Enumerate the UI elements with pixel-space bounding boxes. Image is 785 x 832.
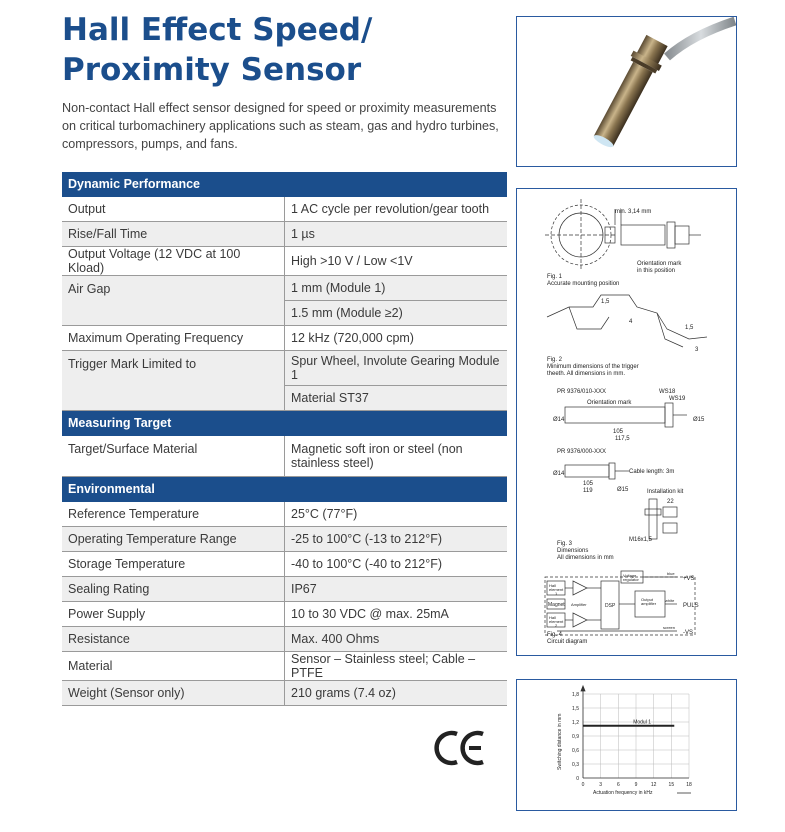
product-photo-panel xyxy=(516,16,737,167)
table-row xyxy=(62,502,507,527)
hall-2-label: Hall xyxy=(549,615,556,620)
fig2-caption-2: Minimum dimensions of the trigger xyxy=(547,364,639,370)
fig2-dim-1: 1,5 xyxy=(601,299,610,305)
table-row xyxy=(62,276,507,301)
y-tick-label: 1,8 xyxy=(572,692,579,698)
dim-105b: 105 xyxy=(583,481,594,487)
technical-drawings-panel xyxy=(516,188,737,656)
table-row xyxy=(62,197,507,222)
row-value: IP67 xyxy=(285,577,508,602)
table-row xyxy=(62,351,507,386)
y-axis-label: Switching distance in mm xyxy=(557,713,563,770)
row-value: -25 to 100°C (-13 to 212°F) xyxy=(285,527,508,552)
row-label: Target/Surface Material xyxy=(62,436,285,477)
fig3-caption-2: Dimensions xyxy=(557,548,589,554)
fig4-caption-2: Circuit diagram xyxy=(547,639,588,645)
row-value: 1.5 mm (Module ≥2) xyxy=(285,301,508,326)
voltage-regulator-label: Voltage xyxy=(623,573,637,578)
output-amp-label: Output xyxy=(641,597,654,602)
dim-119: 119 xyxy=(583,488,593,494)
vs-plus-label: +VS xyxy=(683,576,695,582)
y-tick-label: 0 xyxy=(576,776,579,782)
fig2-caption: Fig. 2 xyxy=(547,357,563,363)
installation-kit-label: Installation kit xyxy=(647,489,684,495)
row-value: High >10 V / Low <1V xyxy=(285,247,508,276)
title-line-2: Proximity Sensor xyxy=(62,52,362,88)
fig1-orient-label-2: in this position xyxy=(637,268,676,274)
fig3-caption: Fig. 3 xyxy=(557,541,573,547)
switching-distance-chart xyxy=(517,680,736,810)
row-value: 12 kHz (720,000 cpm) xyxy=(285,326,508,351)
dim-22: 22 xyxy=(667,499,674,505)
table-row xyxy=(62,326,507,351)
fig1-orient-label: Orientation mark xyxy=(637,261,682,267)
row-label: Sealing Rating xyxy=(62,577,285,602)
row-value: Sensor – Stainless steel; Cable – PTFE xyxy=(285,652,508,681)
hall-1-label-2: element xyxy=(549,587,564,592)
row-value: 1 AC cycle per revolution/gear tooth xyxy=(285,197,508,222)
magnet-label: Magnet xyxy=(548,602,565,608)
section-header-dynamic: Dynamic Performance xyxy=(62,172,507,197)
table-row xyxy=(62,222,507,247)
row-value: 210 grams (7.4 oz) xyxy=(285,681,508,706)
output-amp-label-2: amplifier xyxy=(641,601,657,606)
hall-1-label: Hall xyxy=(549,583,556,588)
fig1-caption-2: Accurate mounting position xyxy=(547,281,620,287)
row-value: 10 to 30 VDC @ max. 25mA xyxy=(285,602,508,627)
table-row xyxy=(62,247,507,276)
table-row xyxy=(62,436,507,477)
voltage-regulator-label-2: regulator xyxy=(623,577,639,582)
fig2-dim-2: 4 xyxy=(629,319,633,325)
technical-drawings xyxy=(517,189,736,655)
cable-length-label: Cable length: 3m xyxy=(629,469,675,475)
fig2-dim-4: 3 xyxy=(695,347,699,353)
row-label: Air Gap xyxy=(62,276,285,326)
dim-d15: Ø15 xyxy=(693,417,705,423)
row-value: 25°C (77°F) xyxy=(285,502,508,527)
dim-d14: Ø14 xyxy=(553,417,565,423)
table-row xyxy=(62,552,507,577)
x-tick-label: 6 xyxy=(616,782,620,788)
table-row xyxy=(62,577,507,602)
blue-wire-label: blue xyxy=(667,571,675,576)
row-label: Output xyxy=(62,197,285,222)
vs-minus-label: -VS xyxy=(683,630,694,636)
row-label: Output Voltage (12 VDC at 100 Kload) xyxy=(62,247,285,276)
dim-d15b: Ø15 xyxy=(617,487,629,493)
fig2-dim-3: 1,5 xyxy=(685,325,694,331)
row-value: Max. 400 Ohms xyxy=(285,627,508,652)
x-tick-label: 0 xyxy=(581,782,585,788)
section-header-environmental: Environmental xyxy=(62,477,507,502)
amplifier-label: Amplifier xyxy=(571,602,587,607)
row-value: Magnetic soft iron or steel (non stainless steel) xyxy=(285,436,508,477)
fig4-caption: Fig. 4 xyxy=(547,632,563,638)
dim-d14b: Ø14 xyxy=(553,471,565,477)
hall-2-label-2: element xyxy=(549,619,564,624)
row-value: Spur Wheel, Involute Gearing Module 1 xyxy=(285,351,508,386)
row-value: 1 mm (Module 1) xyxy=(285,276,508,301)
y-tick-label: 0,6 xyxy=(572,748,579,754)
spec-table xyxy=(62,172,507,706)
fig1-caption: Fig. 1 xyxy=(547,274,563,280)
row-label: Power Supply xyxy=(62,602,285,627)
y-tick-label: 0,3 xyxy=(572,762,579,768)
hall-1-label-3: 1 xyxy=(555,591,558,596)
page-title xyxy=(62,10,482,90)
sensor-photo xyxy=(517,17,736,166)
y-tick-label: 1,2 xyxy=(572,720,579,726)
dim-105: 105 xyxy=(613,429,624,435)
row-label: Trigger Mark Limited to xyxy=(62,351,285,411)
part-number-1: PR 9376/010-XXX xyxy=(557,389,607,395)
row-value: 1 µs xyxy=(285,222,508,247)
ce-mark-logo xyxy=(433,728,489,768)
ws19-label: WS19 xyxy=(669,396,686,402)
table-row xyxy=(62,602,507,627)
x-tick-label: 18 xyxy=(686,782,692,788)
ws18-label: WS18 xyxy=(659,389,676,395)
x-axis-label: Actuation frequency in kHz xyxy=(593,790,653,796)
table-row xyxy=(62,681,507,706)
dsp-label: DSP xyxy=(605,603,616,609)
row-label: Rise/Fall Time xyxy=(62,222,285,247)
hall-2-label-3: 2 xyxy=(555,623,558,628)
y-axis-arrow xyxy=(581,686,585,691)
dim-m16: M16x1,5 xyxy=(629,537,653,543)
row-label: Maximum Operating Frequency xyxy=(62,326,285,351)
x-tick-label: 3 xyxy=(599,782,603,788)
x-tick-label: 12 xyxy=(650,782,657,788)
x-tick-label: 9 xyxy=(634,782,638,788)
dim-117-5: 117,5 xyxy=(615,436,630,442)
table-row xyxy=(62,652,507,681)
series-label: Modul 1 xyxy=(633,719,651,726)
table-row xyxy=(62,527,507,552)
title-line-1: Hall Effect Speed/ xyxy=(62,12,373,48)
part-number-2: PR 9376/000-XXX xyxy=(557,449,607,455)
row-label: Material xyxy=(62,652,285,681)
fig2-caption-3: theeth. All dimensions in mm. xyxy=(547,371,626,377)
row-label: Weight (Sensor only) xyxy=(62,681,285,706)
row-label: Storage Temperature xyxy=(62,552,285,577)
puls-label: PULS xyxy=(683,603,699,609)
row-value: Material ST37 xyxy=(285,386,508,411)
orient-mark-label: Orientation mark xyxy=(587,400,632,406)
switching-distance-chart-panel xyxy=(516,679,737,811)
row-label: Resistance xyxy=(62,627,285,652)
white-wire-label: white xyxy=(665,598,675,603)
x-tick-label: 15 xyxy=(668,782,675,788)
intro-paragraph: Non-contact Hall effect sensor designed for speed or proximity measurements on critical turbomachinery applications such as steam, gas and hydro turbines, compressors, pumps, and fans. xyxy=(62,101,499,151)
row-label: Operating Temperature Range xyxy=(62,527,285,552)
section-header-measuring: Measuring Target xyxy=(62,411,507,436)
row-label: Reference Temperature xyxy=(62,502,285,527)
screen-wire-label: screen xyxy=(663,625,676,630)
y-tick-label: 1,5 xyxy=(572,706,579,712)
fig3-caption-3: All dimensions in mm xyxy=(557,555,614,561)
fig1-dim-label: min. 3,14 mm xyxy=(615,209,652,215)
y-tick-label: 0,9 xyxy=(572,734,579,740)
table-row xyxy=(62,627,507,652)
row-value: -40 to 100°C (-40 to 212°F) xyxy=(285,552,508,577)
